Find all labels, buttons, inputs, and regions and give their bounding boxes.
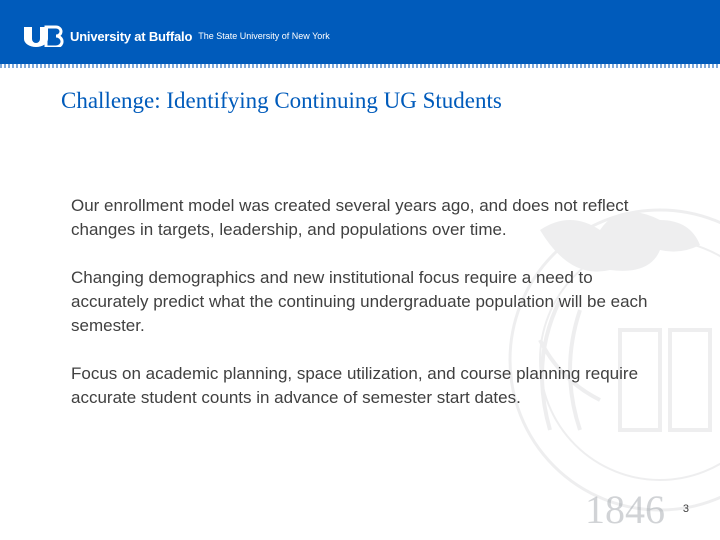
page-number: 3 bbox=[682, 503, 689, 515]
university-name: University at Buffalo bbox=[70, 28, 193, 44]
header-divider bbox=[0, 64, 720, 68]
university-tagline: The State University of New York bbox=[198, 31, 330, 41]
header-bar bbox=[0, 0, 720, 64]
paragraph-demographics: Changing demographics and new institutional focus require a need to accurately predict what the continuing undergraduate population will be each semester. bbox=[71, 268, 648, 335]
university-logo bbox=[22, 24, 330, 48]
slide-body bbox=[71, 194, 661, 434]
seal-year: 1846 bbox=[585, 487, 665, 532]
slide-title: Challenge: Identifying Continuing UG Students bbox=[61, 88, 502, 113]
paragraph-planning-focus: Focus on academic planning, space utilization, and course planning require accurate student counts in advance of semester start dates. bbox=[71, 364, 639, 407]
paragraph-model-outdated: Our enrollment model was created several years ago, and does not reflect changes in targets, leadership, and populations over time. bbox=[71, 196, 629, 239]
ub-monogram-icon bbox=[22, 25, 64, 47]
